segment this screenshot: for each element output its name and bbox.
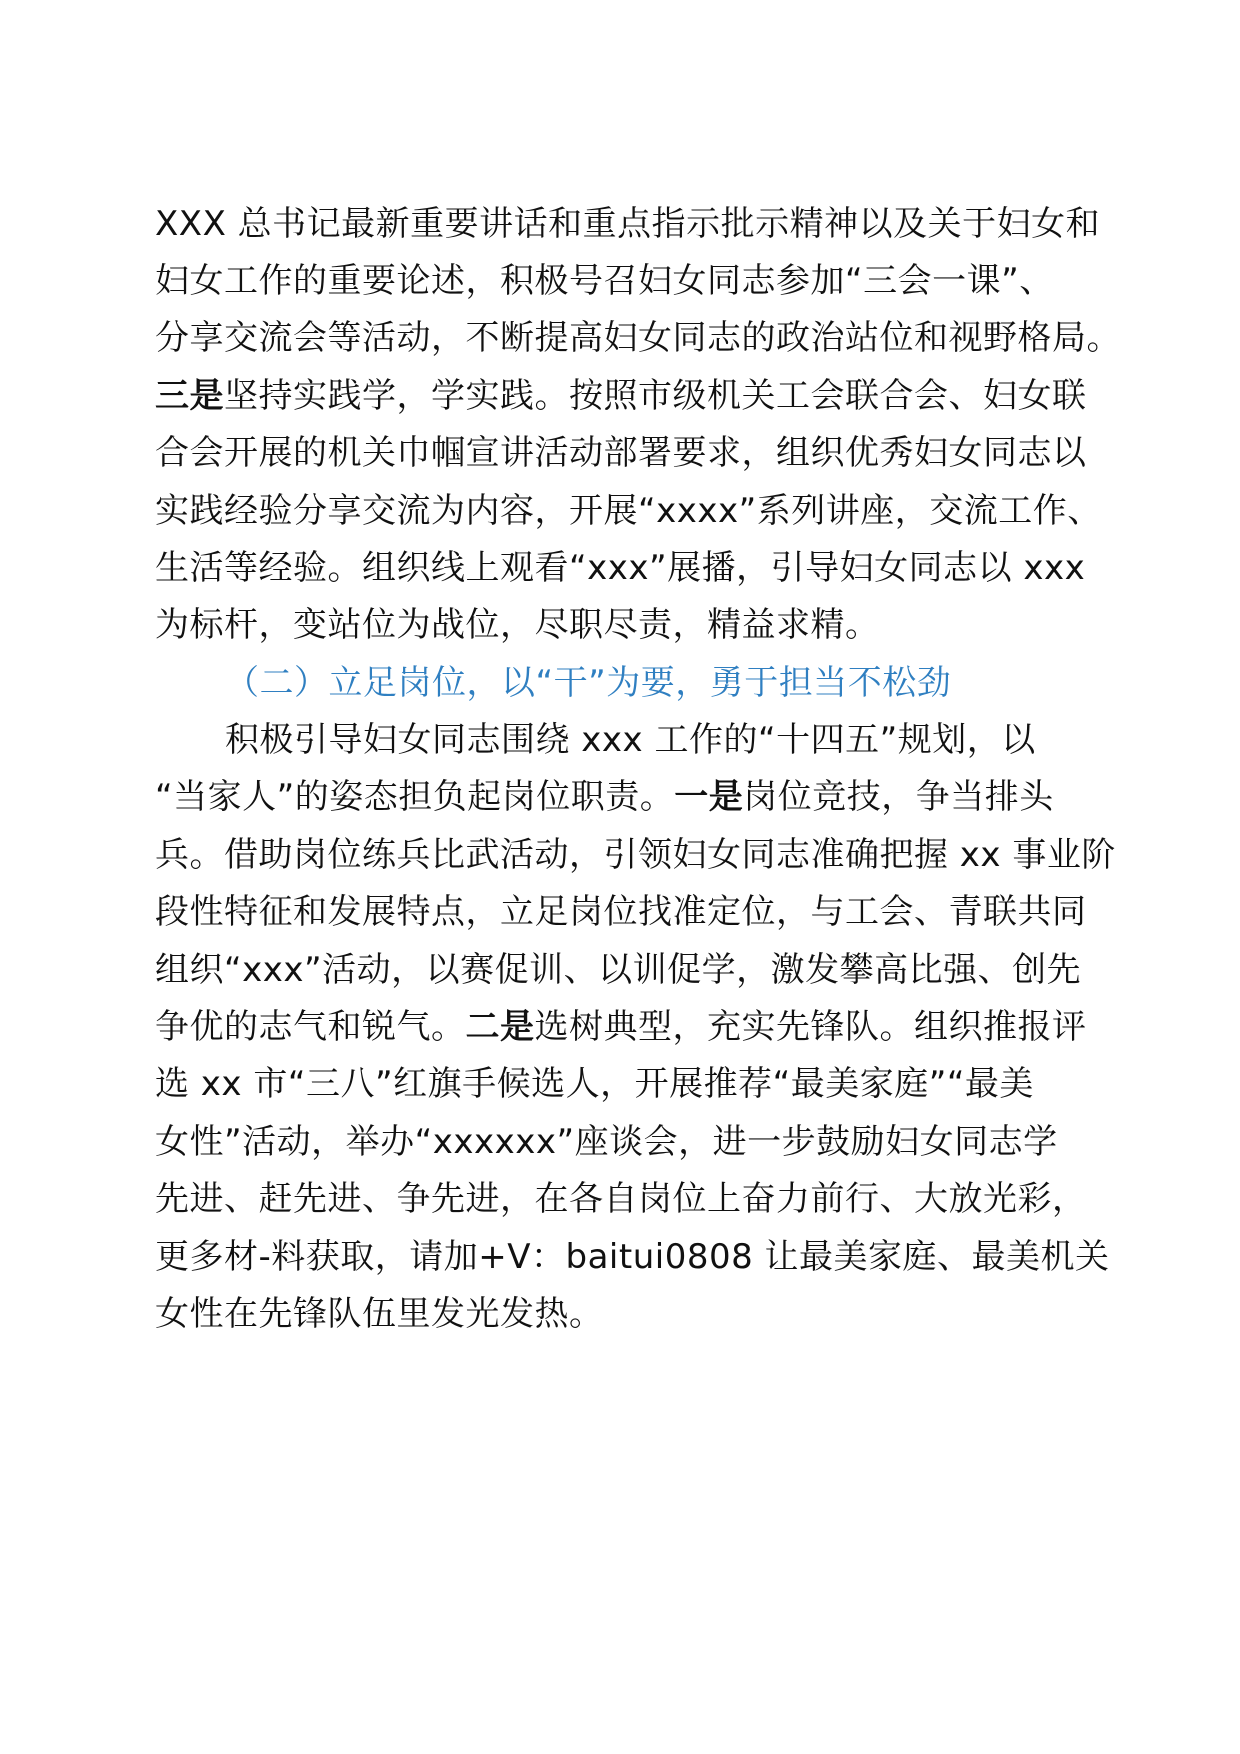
body-text: 段性特征和发展特点，立足岗位找准定位，与工会、青联共同: [155, 892, 1087, 932]
body-text-line: [155, 306, 1121, 370]
body-text: 妇女工作的重要论述，积极号召妇女同志参加“三会一课”、: [155, 261, 1054, 301]
emphasis-marker: 一是: [674, 777, 744, 817]
body-text-line: [155, 765, 1095, 829]
body-text-line: [155, 421, 1095, 485]
section-heading: [225, 651, 1165, 715]
body-text: “当家人”的姿态担负起岗位职责。: [155, 777, 675, 817]
body-text-line: [155, 880, 1095, 944]
body-text: 合会开展的机关巾帼宣讲活动部署要求，组织优秀妇女同志以: [155, 433, 1087, 473]
body-text: 分享交流会等活动，不断提高妇女同志的政治站位和视野格局。: [155, 318, 1121, 358]
body-text: 为标杆，变站位为战位，尽职尽责，精益求精。: [155, 605, 880, 645]
body-text-line: [155, 995, 1095, 1059]
body-text-line: [155, 249, 1095, 313]
body-text: 争优的志气和锐气。: [155, 1007, 466, 1047]
body-text-line: [155, 938, 1095, 1002]
emphasis-marker: 二是: [465, 1007, 535, 1047]
body-text: 岗位竞技，争当排头: [743, 777, 1054, 817]
body-text-line: [155, 1225, 1110, 1289]
body-text: 更多材-料获取，请加+V：baitui0808 让最美家庭、最美机关: [155, 1237, 1110, 1277]
body-text-line: [155, 364, 1095, 428]
body-text-line: [155, 192, 1101, 256]
body-text: 女性在先锋队伍里发光发热。: [155, 1294, 604, 1334]
body-text-line: [155, 1167, 1095, 1231]
body-text: 女性”活动，举办“xxxxxx”座谈会，进一步鼓励妇女同志学: [155, 1122, 1058, 1162]
body-text: 选树典型，充实先锋队。组织推报评: [534, 1007, 1087, 1047]
section-heading-text: （二）立足岗位，以“干”为要，勇于担当不松劲: [225, 663, 952, 703]
body-text-line: [155, 823, 1116, 887]
body-text: 组织“xxx”活动，以赛促训、以训促学，激发攀高比强、创先: [155, 950, 1082, 990]
body-text: 先进、赶先进、争先进，在各自岗位上奋力前行、大放光彩，: [155, 1179, 1087, 1219]
body-text: 坚持实践学，学实践。按照市级机关工会联合会、妇女联: [224, 376, 1087, 416]
body-text: 生活等经验。组织线上观看“xxx”展播，引导妇女同志以 xxx: [155, 548, 1086, 588]
body-text: 兵。借助岗位练兵比武活动，引领妇女同志准确把握 xx 事业阶: [155, 835, 1116, 875]
body-text-line: [155, 593, 1095, 657]
body-text-line: [155, 1052, 1095, 1116]
body-text: XXX 总书记最新重要讲话和重点指示批示精神以及关于妇女和: [155, 204, 1101, 244]
emphasis-marker: 三是: [155, 376, 224, 416]
body-text-line: [225, 708, 1165, 772]
body-text-line: [155, 1282, 1095, 1346]
body-text-line: [155, 479, 1102, 543]
body-text: 选 xx 市“三八”红旗手候选人，开展推荐“最美家庭”“最美: [155, 1064, 1034, 1104]
body-text: 积极引导妇女同志围绕 xxx 工作的“十四五”规划，以: [225, 720, 1036, 760]
body-text-line: [155, 536, 1095, 600]
body-text: 实践经验分享交流为内容，开展“xxxx”系列讲座，交流工作、: [155, 491, 1102, 531]
body-text-line: [155, 1110, 1095, 1174]
